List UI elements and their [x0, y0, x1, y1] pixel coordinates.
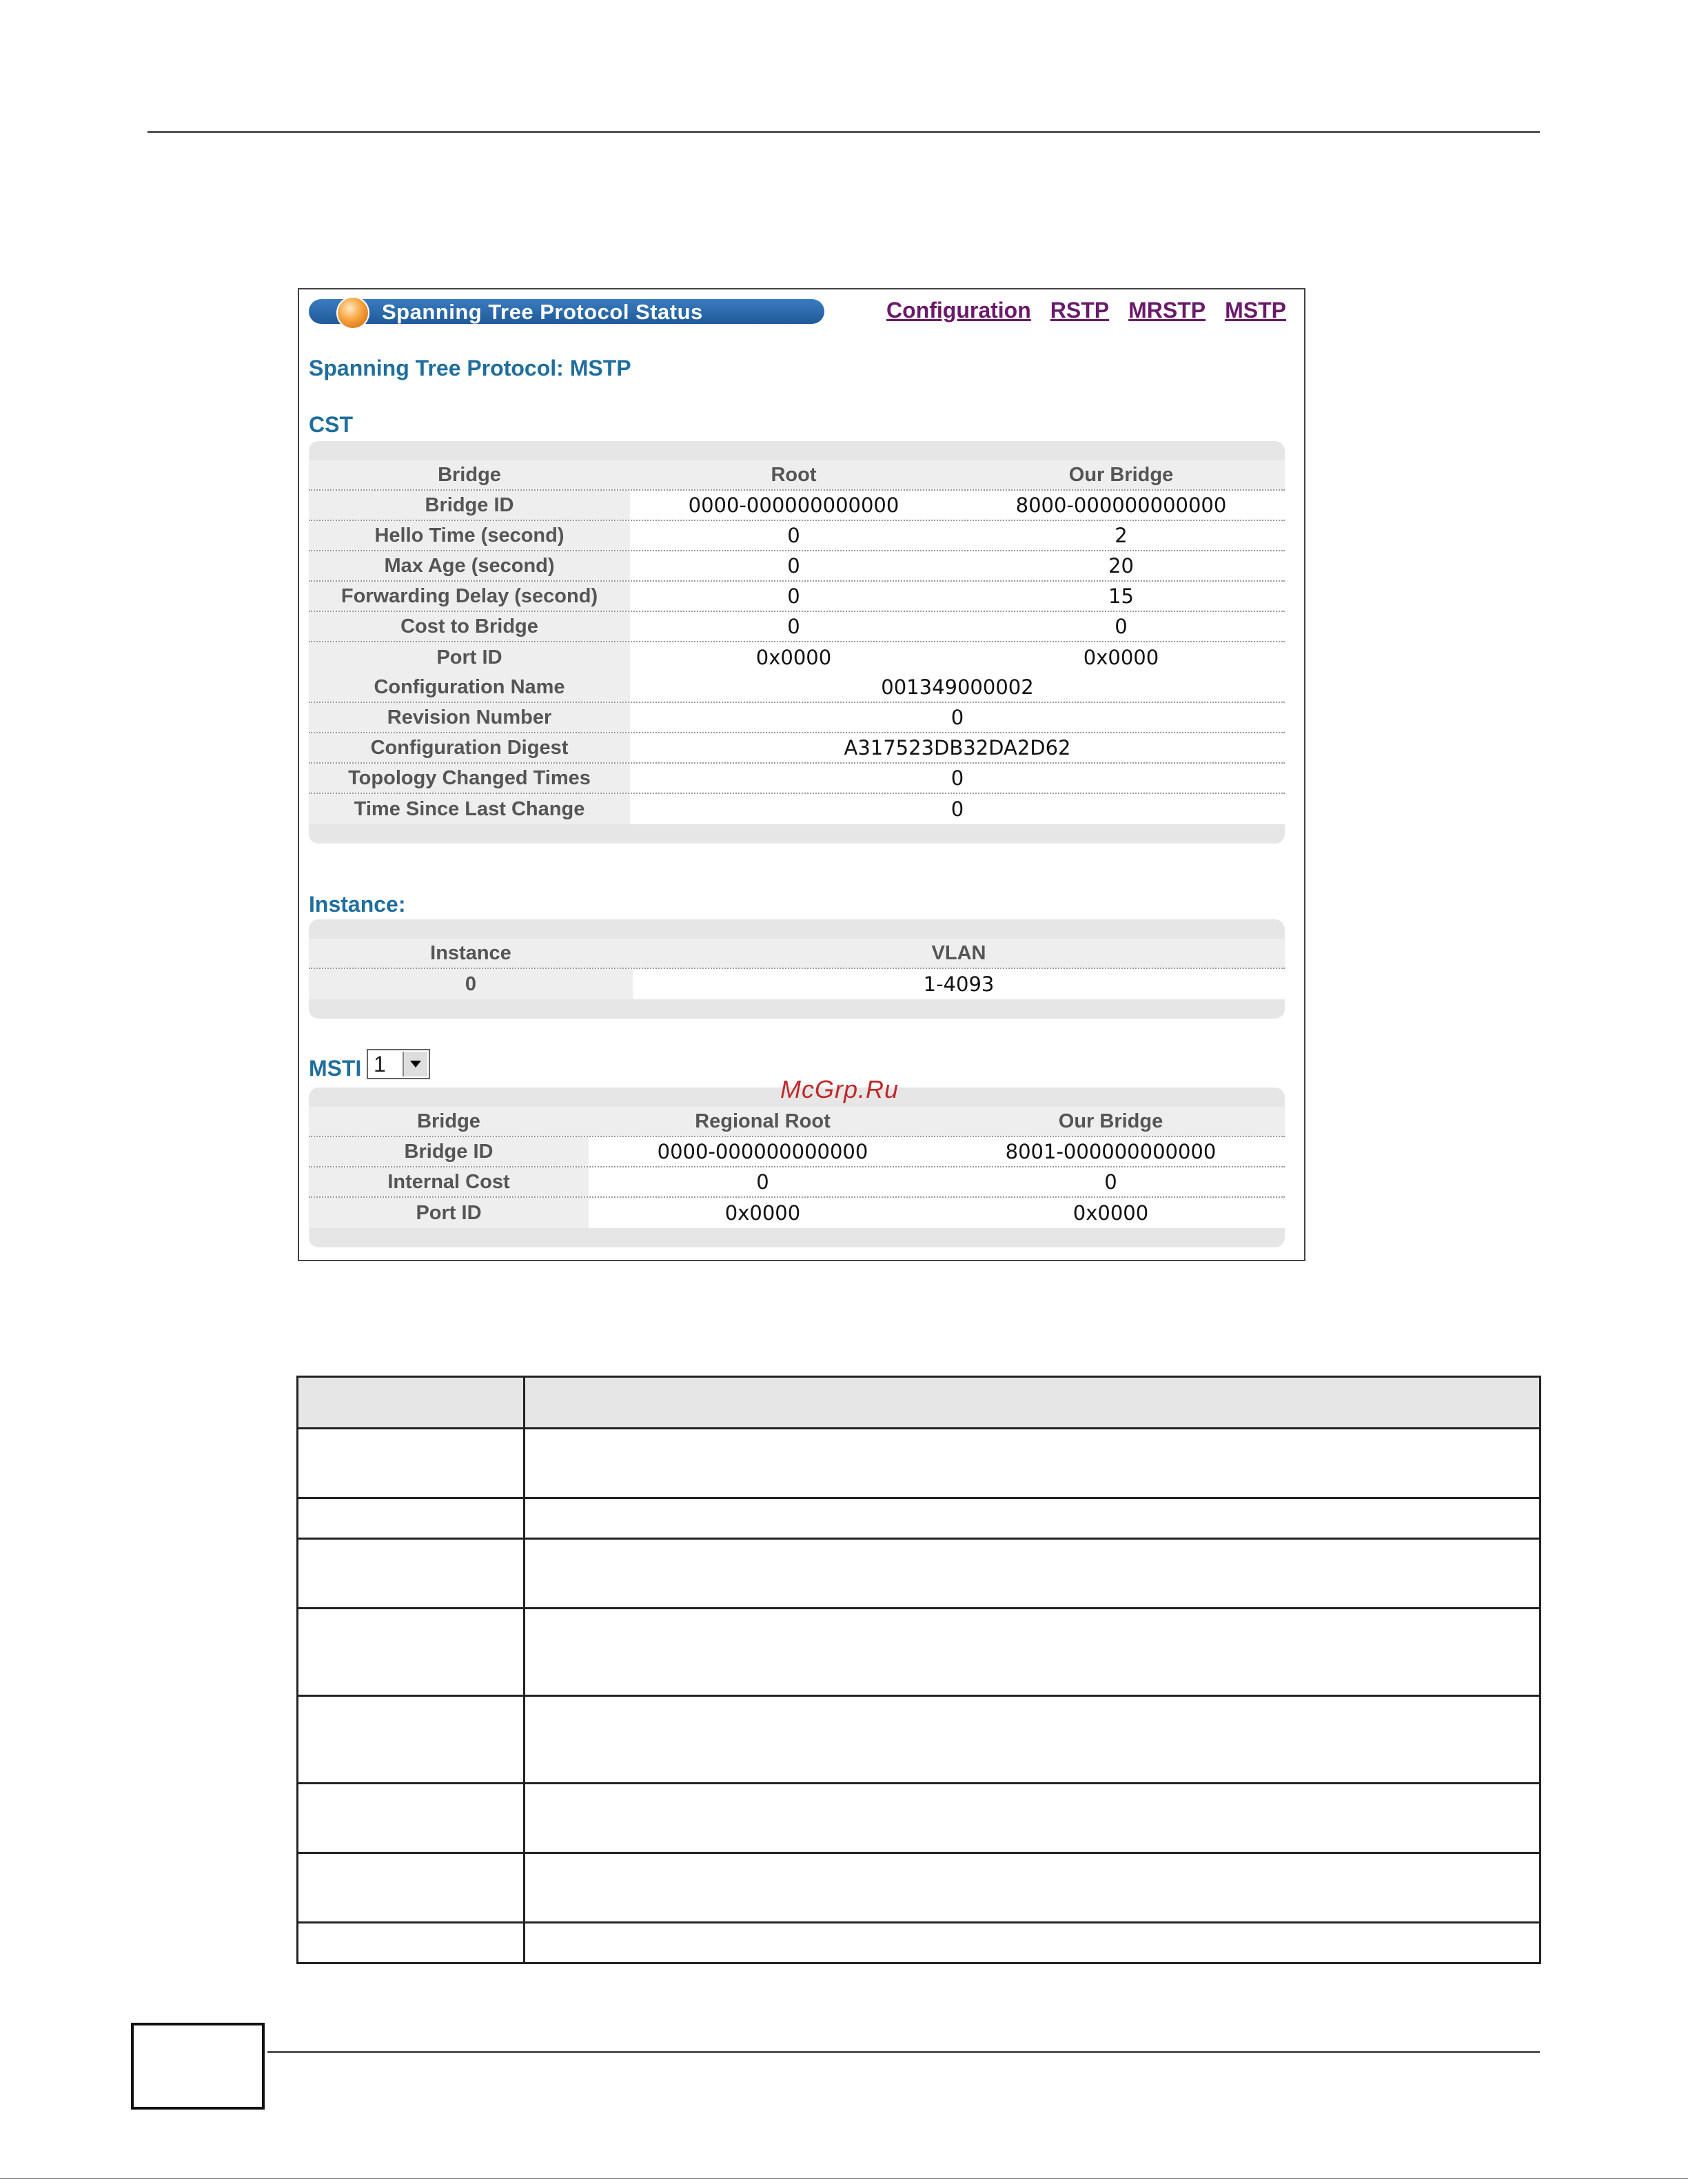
table-row	[309, 764, 1285, 794]
our-bridge-value: 0	[1104, 1170, 1117, 1194]
description-table	[296, 1376, 1541, 1964]
row-label: Port ID	[309, 1198, 589, 1228]
root-value: 0	[787, 554, 800, 578]
row-value: 0	[950, 797, 964, 821]
row-value: 0	[950, 766, 964, 790]
table-row	[309, 642, 1285, 673]
table-row	[298, 1853, 1540, 1923]
table-header	[309, 1107, 1285, 1137]
col-vlan: VLAN	[633, 939, 1285, 968]
row-label: Configuration Name	[309, 673, 630, 702]
col-root: Root	[630, 460, 957, 489]
table-row	[309, 794, 1285, 824]
row-label: Internal Cost	[309, 1167, 589, 1196]
row-label: Forwarding Delay (second)	[309, 582, 630, 611]
root-value: 0	[787, 524, 800, 547]
regional-root-value: 0	[756, 1170, 769, 1194]
table-row	[309, 612, 1285, 642]
cst-table	[309, 441, 1285, 844]
chevron-down-icon[interactable]	[403, 1052, 427, 1076]
our-bridge-value: 0x0000	[1083, 646, 1159, 669]
table-row	[309, 733, 1285, 764]
table-row	[298, 1429, 1540, 1498]
regional-root-value: 0x0000	[724, 1201, 801, 1225]
row-value: 001349000002	[881, 675, 1034, 699]
our-bridge-value: 8001-000000000000	[1005, 1140, 1217, 1163]
table-row	[309, 1198, 1285, 1228]
link-configuration[interactable]: Configuration	[886, 298, 1031, 323]
nav-links	[886, 298, 1286, 323]
page-number-box	[131, 2023, 265, 2110]
col-bridge: Bridge	[309, 460, 630, 489]
row-label: Configuration Digest	[309, 733, 630, 762]
col-instance: Instance	[309, 939, 633, 968]
watermark: McGrp.Ru	[780, 1075, 899, 1103]
msti-select[interactable]	[367, 1049, 430, 1079]
our-bridge-value: 8000-000000000000	[1015, 493, 1227, 517]
instance-vlan: 1-4093	[923, 972, 995, 996]
panel-title: Spanning Tree Protocol Status	[382, 300, 703, 324]
table-row	[298, 1539, 1540, 1609]
row-value: 0	[950, 706, 964, 729]
link-mstp[interactable]: MSTP	[1225, 298, 1286, 323]
instance-id: 0	[309, 969, 633, 999]
row-label: Time Since Last Change	[309, 794, 630, 824]
row-label: Port ID	[309, 642, 630, 673]
table-header	[298, 1377, 1540, 1429]
table-row	[309, 521, 1285, 551]
cst-heading: CST	[309, 412, 353, 437]
msti-rows	[309, 1137, 1285, 1228]
table-row	[309, 1137, 1285, 1167]
table-header	[309, 460, 1285, 491]
stp-status-screenshot	[298, 288, 1305, 1261]
col-our-bridge: Our Bridge	[937, 1107, 1285, 1136]
scan-edge	[0, 2178, 1688, 2179]
row-label: Cost to Bridge	[309, 612, 630, 641]
msti-label: MSTI	[309, 1056, 362, 1081]
instance-table	[309, 919, 1285, 1019]
col-our-bridge: Our Bridge	[957, 460, 1285, 489]
root-value: 0000-000000000000	[688, 493, 899, 517]
header-rule	[148, 131, 1540, 133]
table-row	[298, 1923, 1540, 1963]
table-row	[298, 1784, 1540, 1853]
table-row	[298, 1498, 1540, 1539]
table-row	[309, 491, 1285, 521]
cst-rows	[309, 491, 1285, 673]
link-rstp[interactable]: RSTP	[1050, 298, 1110, 323]
row-label: Bridge ID	[309, 491, 630, 520]
orb-icon	[336, 296, 369, 329]
col-regional-root: Regional Root	[589, 1107, 937, 1136]
table-row	[309, 673, 1285, 703]
row-label: Topology Changed Times	[309, 764, 630, 793]
instance-heading: Instance:	[309, 892, 406, 917]
table-row	[309, 703, 1285, 733]
root-value: 0	[787, 584, 800, 608]
footer-rule	[267, 2051, 1540, 2053]
our-bridge-value: 0x0000	[1072, 1201, 1149, 1225]
our-bridge-value: 20	[1108, 554, 1134, 578]
title-bar	[309, 299, 824, 324]
col-bridge: Bridge	[309, 1107, 589, 1136]
table-row	[309, 551, 1285, 582]
our-bridge-value: 0	[1115, 615, 1128, 638]
page-heading: Spanning Tree Protocol: MSTP	[309, 356, 631, 380]
our-bridge-value: 2	[1115, 524, 1128, 547]
regional-root-value: 0000-000000000000	[657, 1140, 868, 1163]
cst-rows-merged	[309, 673, 1285, 824]
row-label: Revision Number	[309, 703, 630, 732]
table-row	[309, 582, 1285, 612]
table-row	[309, 1167, 1285, 1198]
msti-selected-value: 1	[374, 1052, 386, 1076]
table-row	[298, 1696, 1540, 1784]
root-value: 0	[787, 615, 800, 638]
msti-table	[309, 1088, 1285, 1247]
row-label: Max Age (second)	[309, 551, 630, 580]
link-mrstp[interactable]: MRSTP	[1128, 298, 1206, 323]
root-value: 0x0000	[755, 646, 832, 669]
table-row	[309, 969, 1285, 999]
table-row	[298, 1609, 1540, 1696]
our-bridge-value: 15	[1108, 584, 1134, 608]
row-label: Hello Time (second)	[309, 521, 630, 550]
row-value: A317523DB32DA2D62	[844, 736, 1071, 759]
table-header	[309, 939, 1285, 969]
row-label: Bridge ID	[309, 1137, 589, 1166]
